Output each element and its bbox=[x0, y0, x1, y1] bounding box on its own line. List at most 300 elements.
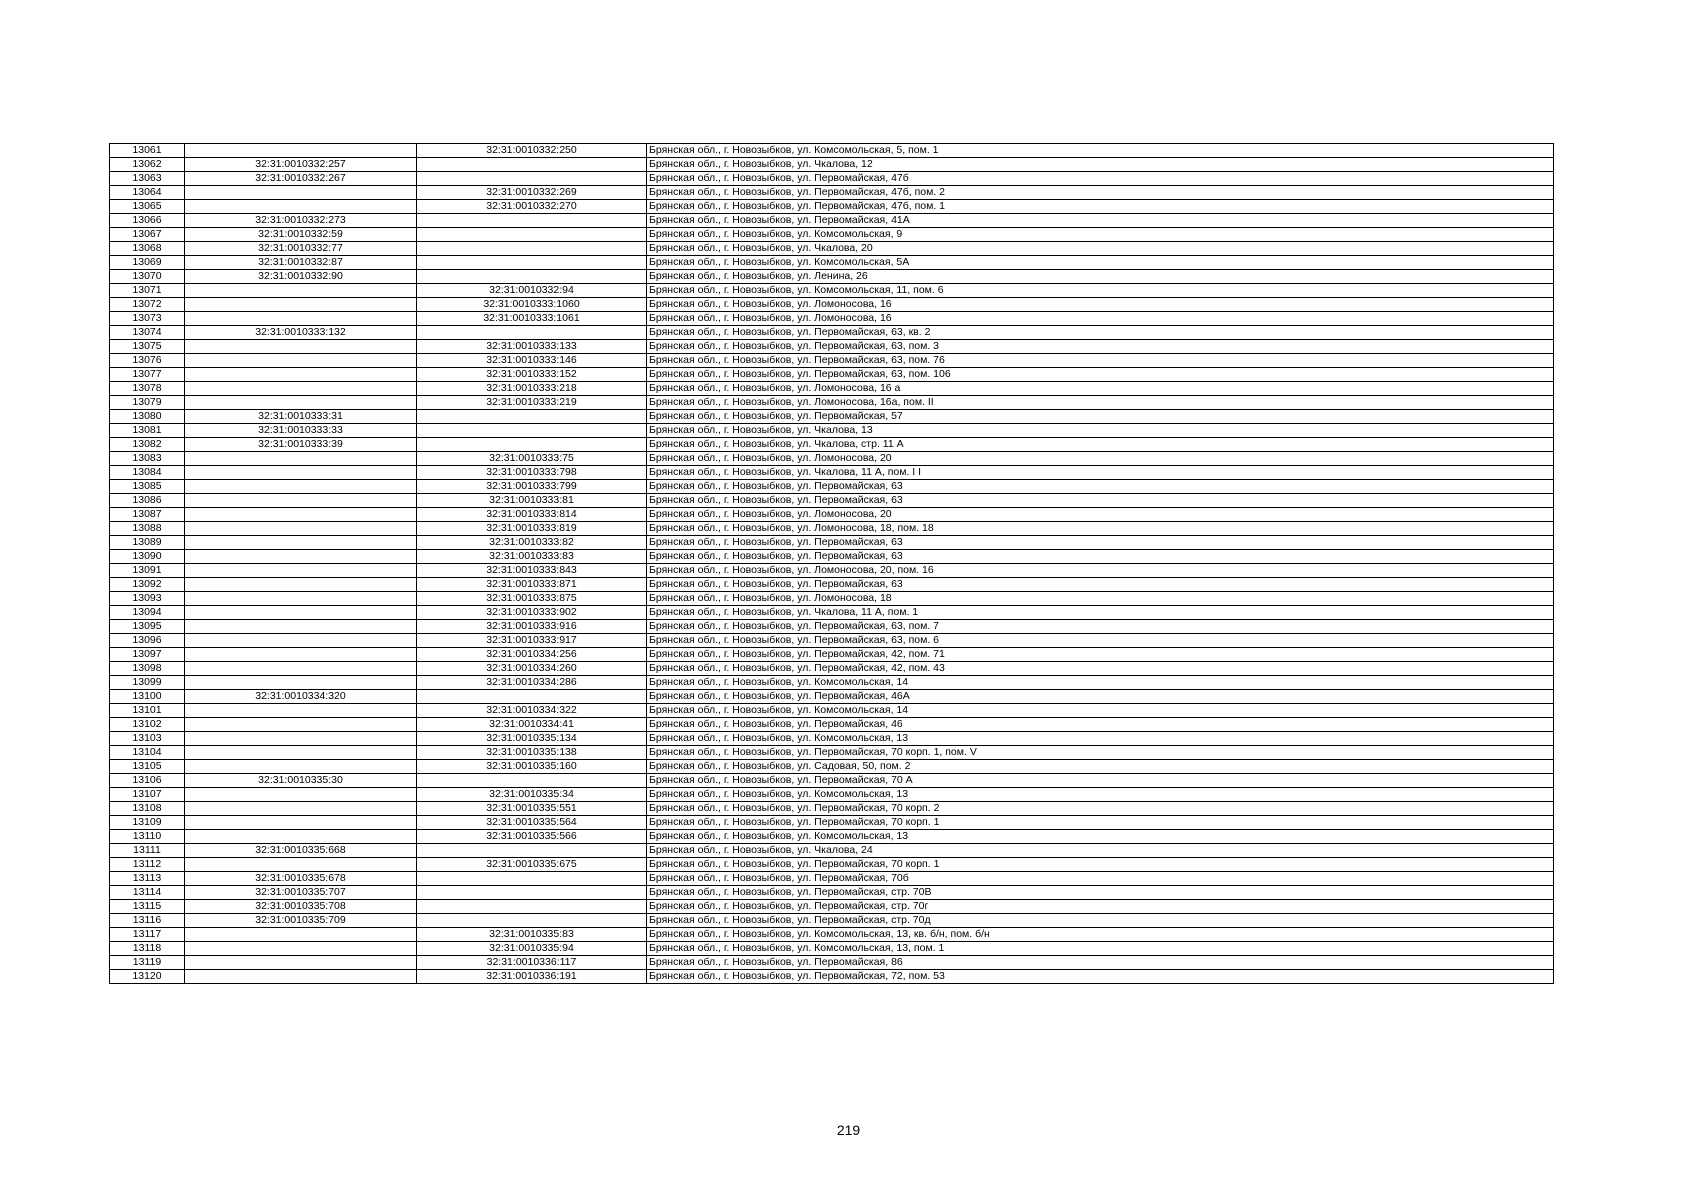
table-row bbox=[110, 844, 1554, 858]
table-row bbox=[110, 704, 1554, 718]
address-cell: Брянская обл., г. Новозыбков, ул. Первомайская, стр. 70д bbox=[647, 914, 1554, 928]
cadastral-number-cell: 32:31:0010332:267 bbox=[185, 172, 417, 186]
premises-cadastral-number-cell: 32:31:0010332:94 bbox=[417, 284, 647, 298]
cadastral-number-cell: 32:31:0010332:59 bbox=[185, 228, 417, 242]
table-row bbox=[110, 214, 1554, 228]
table-row bbox=[110, 830, 1554, 844]
table-row bbox=[110, 508, 1554, 522]
cadastral-number-cell bbox=[185, 312, 417, 326]
premises-cadastral-number-cell bbox=[417, 214, 647, 228]
table-row bbox=[110, 522, 1554, 536]
address-cell: Брянская обл., г. Новозыбков, ул. Комсомольская, 13 bbox=[647, 788, 1554, 802]
row-number-cell: 13105 bbox=[110, 760, 185, 774]
table-row bbox=[110, 368, 1554, 382]
premises-cadastral-number-cell: 32:31:0010335:160 bbox=[417, 760, 647, 774]
cadastral-number-cell bbox=[185, 704, 417, 718]
cadastral-number-cell bbox=[185, 970, 417, 984]
premises-cadastral-number-cell bbox=[417, 690, 647, 704]
premises-cadastral-number-cell: 32:31:0010332:269 bbox=[417, 186, 647, 200]
premises-cadastral-number-cell: 32:31:0010333:81 bbox=[417, 494, 647, 508]
table-row bbox=[110, 816, 1554, 830]
cadastral-number-cell bbox=[185, 480, 417, 494]
cadastral-number-cell bbox=[185, 368, 417, 382]
cadastral-number-cell: 32:31:0010335:678 bbox=[185, 872, 417, 886]
row-number-cell: 13091 bbox=[110, 564, 185, 578]
cadastral-number-cell bbox=[185, 816, 417, 830]
cadastral-number-cell: 32:31:0010332:77 bbox=[185, 242, 417, 256]
cadastral-number-cell bbox=[185, 956, 417, 970]
row-number-cell: 13108 bbox=[110, 802, 185, 816]
premises-cadastral-number-cell: 32:31:0010334:256 bbox=[417, 648, 647, 662]
premises-cadastral-number-cell: 32:31:0010333:871 bbox=[417, 578, 647, 592]
row-number-cell: 13069 bbox=[110, 256, 185, 270]
row-number-cell: 13115 bbox=[110, 900, 185, 914]
address-cell: Брянская обл., г. Новозыбков, ул. Комсомольская, 13 bbox=[647, 830, 1554, 844]
address-cell: Брянская обл., г. Новозыбков, ул. Ломоносова, 16 bbox=[647, 298, 1554, 312]
row-number-cell: 13071 bbox=[110, 284, 185, 298]
row-number-cell: 13093 bbox=[110, 592, 185, 606]
premises-cadastral-number-cell bbox=[417, 410, 647, 424]
table-row bbox=[110, 424, 1554, 438]
address-cell: Брянская обл., г. Новозыбков, ул. Первомайская, 63 bbox=[647, 578, 1554, 592]
row-number-cell: 13099 bbox=[110, 676, 185, 690]
row-number-cell: 13085 bbox=[110, 480, 185, 494]
table-row bbox=[110, 298, 1554, 312]
table-row bbox=[110, 438, 1554, 452]
cadastral-number-cell bbox=[185, 606, 417, 620]
table-row bbox=[110, 564, 1554, 578]
address-cell: Брянская обл., г. Новозыбков, ул. Чкалова, 20 bbox=[647, 242, 1554, 256]
cadastral-number-cell bbox=[185, 634, 417, 648]
table-row bbox=[110, 718, 1554, 732]
row-number-cell: 13063 bbox=[110, 172, 185, 186]
row-number-cell: 13070 bbox=[110, 270, 185, 284]
address-cell: Брянская обл., г. Новозыбков, ул. Первомайская, 47б bbox=[647, 172, 1554, 186]
table-row bbox=[110, 634, 1554, 648]
table-row bbox=[110, 942, 1554, 956]
table-row bbox=[110, 396, 1554, 410]
premises-cadastral-number-cell: 32:31:0010335:134 bbox=[417, 732, 647, 746]
address-cell: Брянская обл., г. Новозыбков, ул. Ломоносова, 20 bbox=[647, 452, 1554, 466]
premises-cadastral-number-cell bbox=[417, 326, 647, 340]
cadastral-number-cell bbox=[185, 676, 417, 690]
row-number-cell: 13061 bbox=[110, 144, 185, 158]
table-row bbox=[110, 858, 1554, 872]
address-cell: Брянская обл., г. Новозыбков, ул. Первомайская, 70 А bbox=[647, 774, 1554, 788]
table-row bbox=[110, 662, 1554, 676]
row-number-cell: 13095 bbox=[110, 620, 185, 634]
cadastral-number-cell bbox=[185, 550, 417, 564]
row-number-cell: 13078 bbox=[110, 382, 185, 396]
row-number-cell: 13090 bbox=[110, 550, 185, 564]
cadastral-number-cell bbox=[185, 466, 417, 480]
table-row bbox=[110, 466, 1554, 480]
cadastral-number-cell: 32:31:0010333:31 bbox=[185, 410, 417, 424]
table-row bbox=[110, 690, 1554, 704]
table-row bbox=[110, 928, 1554, 942]
address-cell: Брянская обл., г. Новозыбков, ул. Комсомольская, 13, пом. 1 bbox=[647, 942, 1554, 956]
row-number-cell: 13106 bbox=[110, 774, 185, 788]
cadastral-number-cell bbox=[185, 354, 417, 368]
premises-cadastral-number-cell: 32:31:0010334:41 bbox=[417, 718, 647, 732]
table-row bbox=[110, 620, 1554, 634]
table-row bbox=[110, 312, 1554, 326]
row-number-cell: 13086 bbox=[110, 494, 185, 508]
address-cell: Брянская обл., г. Новозыбков, ул. Ломоносова, 18, пом. 18 bbox=[647, 522, 1554, 536]
premises-cadastral-number-cell bbox=[417, 228, 647, 242]
address-cell: Брянская обл., г. Новозыбков, ул. Комсомольская, 13 bbox=[647, 732, 1554, 746]
address-cell: Брянская обл., г. Новозыбков, ул. Ломоносова, 16 bbox=[647, 312, 1554, 326]
premises-cadastral-number-cell: 32:31:0010333:814 bbox=[417, 508, 647, 522]
cadastral-number-cell bbox=[185, 452, 417, 466]
table-row bbox=[110, 970, 1554, 984]
premises-cadastral-number-cell: 32:31:0010335:551 bbox=[417, 802, 647, 816]
row-number-cell: 13065 bbox=[110, 200, 185, 214]
premises-cadastral-number-cell: 32:31:0010333:1061 bbox=[417, 312, 647, 326]
row-number-cell: 13113 bbox=[110, 872, 185, 886]
table-row bbox=[110, 200, 1554, 214]
row-number-cell: 13111 bbox=[110, 844, 185, 858]
premises-cadastral-number-cell: 32:31:0010333:843 bbox=[417, 564, 647, 578]
address-cell: Брянская обл., г. Новозыбков, ул. Первомайская, 41А bbox=[647, 214, 1554, 228]
premises-cadastral-number-cell: 32:31:0010333:798 bbox=[417, 466, 647, 480]
premises-cadastral-number-cell bbox=[417, 438, 647, 452]
cadastral-number-cell: 32:31:0010332:257 bbox=[185, 158, 417, 172]
row-number-cell: 13062 bbox=[110, 158, 185, 172]
cadastral-number-cell: 32:31:0010332:87 bbox=[185, 256, 417, 270]
cadastral-number-cell bbox=[185, 284, 417, 298]
premises-cadastral-number-cell: 32:31:0010333:75 bbox=[417, 452, 647, 466]
row-number-cell: 13068 bbox=[110, 242, 185, 256]
cadastral-number-cell bbox=[185, 186, 417, 200]
table-row bbox=[110, 256, 1554, 270]
row-number-cell: 13104 bbox=[110, 746, 185, 760]
row-number-cell: 13098 bbox=[110, 662, 185, 676]
row-number-cell: 13119 bbox=[110, 956, 185, 970]
cadastral-number-cell: 32:31:0010333:132 bbox=[185, 326, 417, 340]
address-cell: Брянская обл., г. Новозыбков, ул. Первомайская, 72, пом. 53 bbox=[647, 970, 1554, 984]
premises-cadastral-number-cell: 32:31:0010334:322 bbox=[417, 704, 647, 718]
premises-cadastral-number-cell: 32:31:0010333:799 bbox=[417, 480, 647, 494]
table-row bbox=[110, 382, 1554, 396]
cadastral-number-cell: 32:31:0010334:320 bbox=[185, 690, 417, 704]
row-number-cell: 13096 bbox=[110, 634, 185, 648]
premises-cadastral-number-cell: 32:31:0010333:916 bbox=[417, 620, 647, 634]
row-number-cell: 13087 bbox=[110, 508, 185, 522]
premises-cadastral-number-cell bbox=[417, 900, 647, 914]
row-number-cell: 13116 bbox=[110, 914, 185, 928]
cadastral-number-cell bbox=[185, 942, 417, 956]
premises-cadastral-number-cell bbox=[417, 886, 647, 900]
table-row bbox=[110, 410, 1554, 424]
cadastral-number-cell bbox=[185, 830, 417, 844]
cadastral-number-cell bbox=[185, 802, 417, 816]
cadastral-number-cell: 32:31:0010335:709 bbox=[185, 914, 417, 928]
row-number-cell: 13079 bbox=[110, 396, 185, 410]
address-cell: Брянская обл., г. Новозыбков, ул. Комсомольская, 14 bbox=[647, 676, 1554, 690]
address-cell: Брянская обл., г. Новозыбков, ул. Первомайская, стр. 70В bbox=[647, 886, 1554, 900]
address-cell: Брянская обл., г. Новозыбков, ул. Первомайская, 63, пом. 6 bbox=[647, 634, 1554, 648]
address-cell: Брянская обл., г. Новозыбков, ул. Первомайская, 70 корп. 1, пом. V bbox=[647, 746, 1554, 760]
table-row bbox=[110, 354, 1554, 368]
registry-table-body bbox=[110, 144, 1554, 984]
premises-cadastral-number-cell bbox=[417, 270, 647, 284]
cadastral-number-cell bbox=[185, 746, 417, 760]
cadastral-number-cell bbox=[185, 508, 417, 522]
address-cell: Брянская обл., г. Новозыбков, ул. Первомайская, 70б bbox=[647, 872, 1554, 886]
row-number-cell: 13117 bbox=[110, 928, 185, 942]
premises-cadastral-number-cell bbox=[417, 844, 647, 858]
premises-cadastral-number-cell: 32:31:0010333:902 bbox=[417, 606, 647, 620]
row-number-cell: 13100 bbox=[110, 690, 185, 704]
premises-cadastral-number-cell bbox=[417, 172, 647, 186]
cadastral-number-cell bbox=[185, 396, 417, 410]
premises-cadastral-number-cell: 32:31:0010333:219 bbox=[417, 396, 647, 410]
address-cell: Брянская обл., г. Новозыбков, ул. Комсомольская, 14 bbox=[647, 704, 1554, 718]
cadastral-number-cell bbox=[185, 788, 417, 802]
row-number-cell: 13075 bbox=[110, 340, 185, 354]
row-number-cell: 13074 bbox=[110, 326, 185, 340]
address-cell: Брянская обл., г. Новозыбков, ул. Чкалова, 13 bbox=[647, 424, 1554, 438]
address-cell: Брянская обл., г. Новозыбков, ул. Ломоносова, 18 bbox=[647, 592, 1554, 606]
premises-cadastral-number-cell: 32:31:0010335:675 bbox=[417, 858, 647, 872]
row-number-cell: 13072 bbox=[110, 298, 185, 312]
premises-cadastral-number-cell: 32:31:0010335:566 bbox=[417, 830, 647, 844]
table-row bbox=[110, 900, 1554, 914]
address-cell: Брянская обл., г. Новозыбков, ул. Чкалова, 11 А, пом. I I bbox=[647, 466, 1554, 480]
address-cell: Брянская обл., г. Новозыбков, ул. Первомайская, 86 bbox=[647, 956, 1554, 970]
cadastral-number-cell: 32:31:0010335:30 bbox=[185, 774, 417, 788]
table-row bbox=[110, 270, 1554, 284]
table-row bbox=[110, 914, 1554, 928]
table-row bbox=[110, 578, 1554, 592]
cadastral-number-cell bbox=[185, 522, 417, 536]
row-number-cell: 13088 bbox=[110, 522, 185, 536]
address-cell: Брянская обл., г. Новозыбков, ул. Первомайская, 42, пом. 71 bbox=[647, 648, 1554, 662]
row-number-cell: 13118 bbox=[110, 942, 185, 956]
row-number-cell: 13097 bbox=[110, 648, 185, 662]
table-row bbox=[110, 606, 1554, 620]
address-cell: Брянская обл., г. Новозыбков, ул. Первомайская, 70 корп. 1 bbox=[647, 858, 1554, 872]
premises-cadastral-number-cell: 32:31:0010335:34 bbox=[417, 788, 647, 802]
cadastral-number-cell bbox=[185, 662, 417, 676]
cadastral-number-cell: 32:31:0010335:668 bbox=[185, 844, 417, 858]
cadastral-number-cell bbox=[185, 340, 417, 354]
table-row bbox=[110, 172, 1554, 186]
premises-cadastral-number-cell bbox=[417, 872, 647, 886]
address-cell: Брянская обл., г. Новозыбков, ул. Первомайская, 63, пом. 7 bbox=[647, 620, 1554, 634]
row-number-cell: 13112 bbox=[110, 858, 185, 872]
address-cell: Брянская обл., г. Новозыбков, ул. Первомайская, 63 bbox=[647, 550, 1554, 564]
page-number: 219 bbox=[836, 1122, 861, 1138]
row-number-cell: 13081 bbox=[110, 424, 185, 438]
address-cell: Брянская обл., г. Новозыбков, ул. Первомайская, стр. 70г bbox=[647, 900, 1554, 914]
premises-cadastral-number-cell: 32:31:0010335:83 bbox=[417, 928, 647, 942]
row-number-cell: 13109 bbox=[110, 816, 185, 830]
address-cell: Брянская обл., г. Новозыбков, ул. Первомайская, 47б, пом. 1 bbox=[647, 200, 1554, 214]
table-row bbox=[110, 746, 1554, 760]
table-row bbox=[110, 592, 1554, 606]
row-number-cell: 13101 bbox=[110, 704, 185, 718]
address-cell: Брянская обл., г. Новозыбков, ул. Ломоносова, 20 bbox=[647, 508, 1554, 522]
row-number-cell: 13092 bbox=[110, 578, 185, 592]
address-cell: Брянская обл., г. Новозыбков, ул. Ломоносова, 20, пом. 16 bbox=[647, 564, 1554, 578]
address-cell: Брянская обл., г. Новозыбков, ул. Ломоносова, 16а, пом. II bbox=[647, 396, 1554, 410]
row-number-cell: 13067 bbox=[110, 228, 185, 242]
cadastral-number-cell bbox=[185, 732, 417, 746]
cadastral-number-cell bbox=[185, 760, 417, 774]
table-row bbox=[110, 144, 1554, 158]
cadastral-number-cell bbox=[185, 718, 417, 732]
table-row bbox=[110, 186, 1554, 200]
cadastral-number-cell bbox=[185, 298, 417, 312]
cadastral-number-cell bbox=[185, 928, 417, 942]
address-cell: Брянская обл., г. Новозыбков, ул. Чкалова, 24 bbox=[647, 844, 1554, 858]
premises-cadastral-number-cell bbox=[417, 424, 647, 438]
premises-cadastral-number-cell: 32:31:0010333:819 bbox=[417, 522, 647, 536]
premises-cadastral-number-cell bbox=[417, 158, 647, 172]
address-cell: Брянская обл., г. Новозыбков, ул. Чкалова, 11 А, пом. 1 bbox=[647, 606, 1554, 620]
row-number-cell: 13080 bbox=[110, 410, 185, 424]
cadastral-number-cell bbox=[185, 648, 417, 662]
cadastral-number-cell bbox=[185, 144, 417, 158]
row-number-cell: 13073 bbox=[110, 312, 185, 326]
address-cell: Брянская обл., г. Новозыбков, ул. Комсомольская, 5, пом. 1 bbox=[647, 144, 1554, 158]
table-row bbox=[110, 886, 1554, 900]
row-number-cell: 13107 bbox=[110, 788, 185, 802]
premises-cadastral-number-cell: 32:31:0010333:917 bbox=[417, 634, 647, 648]
premises-cadastral-number-cell: 32:31:0010333:218 bbox=[417, 382, 647, 396]
premises-cadastral-number-cell: 32:31:0010333:1060 bbox=[417, 298, 647, 312]
table-row bbox=[110, 494, 1554, 508]
premises-cadastral-number-cell: 32:31:0010333:875 bbox=[417, 592, 647, 606]
address-cell: Брянская обл., г. Новозыбков, ул. Чкалова, стр. 11 А bbox=[647, 438, 1554, 452]
premises-cadastral-number-cell: 32:31:0010332:270 bbox=[417, 200, 647, 214]
cadastral-number-cell bbox=[185, 620, 417, 634]
premises-cadastral-number-cell bbox=[417, 242, 647, 256]
premises-cadastral-number-cell bbox=[417, 256, 647, 270]
row-number-cell: 13103 bbox=[110, 732, 185, 746]
cadastral-number-cell bbox=[185, 382, 417, 396]
table-row bbox=[110, 340, 1554, 354]
address-cell: Брянская обл., г. Новозыбков, ул. Чкалова, 12 bbox=[647, 158, 1554, 172]
row-number-cell: 13114 bbox=[110, 886, 185, 900]
premises-cadastral-number-cell: 32:31:0010333:146 bbox=[417, 354, 647, 368]
table-row bbox=[110, 732, 1554, 746]
table-row bbox=[110, 452, 1554, 466]
address-cell: Брянская обл., г. Новозыбков, ул. Первомайская, 63, пом. 3 bbox=[647, 340, 1554, 354]
table-row bbox=[110, 676, 1554, 690]
premises-cadastral-number-cell: 32:31:0010335:138 bbox=[417, 746, 647, 760]
row-number-cell: 13077 bbox=[110, 368, 185, 382]
cadastral-number-cell bbox=[185, 564, 417, 578]
table-row bbox=[110, 802, 1554, 816]
address-cell: Брянская обл., г. Новозыбков, ул. Первомайская, 47б, пом. 2 bbox=[647, 186, 1554, 200]
cadastral-number-cell: 32:31:0010335:707 bbox=[185, 886, 417, 900]
premises-cadastral-number-cell: 32:31:0010333:133 bbox=[417, 340, 647, 354]
table-row bbox=[110, 760, 1554, 774]
row-number-cell: 13102 bbox=[110, 718, 185, 732]
cadastral-number-cell bbox=[185, 858, 417, 872]
cadastral-number-cell: 32:31:0010333:33 bbox=[185, 424, 417, 438]
premises-cadastral-number-cell: 32:31:0010335:94 bbox=[417, 942, 647, 956]
address-cell: Брянская обл., г. Новозыбков, ул. Первомайская, 46А bbox=[647, 690, 1554, 704]
premises-cadastral-number-cell: 32:31:0010332:250 bbox=[417, 144, 647, 158]
table-row bbox=[110, 788, 1554, 802]
premises-cadastral-number-cell: 32:31:0010333:83 bbox=[417, 550, 647, 564]
cadastral-number-cell: 32:31:0010333:39 bbox=[185, 438, 417, 452]
address-cell: Брянская обл., г. Новозыбков, ул. Комсомольская, 9 bbox=[647, 228, 1554, 242]
premises-cadastral-number-cell: 32:31:0010336:117 bbox=[417, 956, 647, 970]
table-row bbox=[110, 158, 1554, 172]
table-row bbox=[110, 326, 1554, 340]
row-number-cell: 13083 bbox=[110, 452, 185, 466]
address-cell: Брянская обл., г. Новозыбков, ул. Комсомольская, 5А bbox=[647, 256, 1554, 270]
address-cell: Брянская обл., г. Новозыбков, ул. Комсомольская, 13, кв. б/н, пом. б/н bbox=[647, 928, 1554, 942]
address-cell: Брянская обл., г. Новозыбков, ул. Первомайская, 42, пом. 43 bbox=[647, 662, 1554, 676]
table-row bbox=[110, 956, 1554, 970]
address-cell: Брянская обл., г. Новозыбков, ул. Ломоносова, 16 а bbox=[647, 382, 1554, 396]
table-row bbox=[110, 284, 1554, 298]
address-cell: Брянская обл., г. Новозыбков, ул. Первомайская, 46 bbox=[647, 718, 1554, 732]
address-cell: Брянская обл., г. Новозыбков, ул. Первомайская, 57 bbox=[647, 410, 1554, 424]
row-number-cell: 13076 bbox=[110, 354, 185, 368]
cadastral-number-cell bbox=[185, 592, 417, 606]
premises-cadastral-number-cell bbox=[417, 914, 647, 928]
row-number-cell: 13064 bbox=[110, 186, 185, 200]
table-row bbox=[110, 536, 1554, 550]
cadastral-number-cell: 32:31:0010332:90 bbox=[185, 270, 417, 284]
address-cell: Брянская обл., г. Новозыбков, ул. Первомайская, 63, пом. 106 bbox=[647, 368, 1554, 382]
premises-cadastral-number-cell: 32:31:0010333:152 bbox=[417, 368, 647, 382]
cadastral-number-cell bbox=[185, 494, 417, 508]
address-cell: Брянская обл., г. Новозыбков, ул. Первомайская, 63, кв. 2 bbox=[647, 326, 1554, 340]
row-number-cell: 13110 bbox=[110, 830, 185, 844]
cadastral-number-cell bbox=[185, 578, 417, 592]
table-row bbox=[110, 550, 1554, 564]
address-cell: Брянская обл., г. Новозыбков, ул. Комсомольская, 11, пом. 6 bbox=[647, 284, 1554, 298]
row-number-cell: 13082 bbox=[110, 438, 185, 452]
address-cell: Брянская обл., г. Новозыбков, ул. Первомайская, 70 корп. 1 bbox=[647, 816, 1554, 830]
address-cell: Брянская обл., г. Новозыбков, ул. Первомайская, 70 корп. 2 bbox=[647, 802, 1554, 816]
cadastral-number-cell: 32:31:0010335:708 bbox=[185, 900, 417, 914]
address-cell: Брянская обл., г. Новозыбков, ул. Ленина, 26 bbox=[647, 270, 1554, 284]
cadastral-number-cell bbox=[185, 200, 417, 214]
cadastral-number-cell: 32:31:0010332:273 bbox=[185, 214, 417, 228]
address-cell: Брянская обл., г. Новозыбков, ул. Садовая, 50, пом. 2 bbox=[647, 760, 1554, 774]
table-row bbox=[110, 774, 1554, 788]
premises-cadastral-number-cell: 32:31:0010334:286 bbox=[417, 676, 647, 690]
premises-cadastral-number-cell: 32:31:0010335:564 bbox=[417, 816, 647, 830]
premises-cadastral-number-cell: 32:31:0010336:191 bbox=[417, 970, 647, 984]
premises-cadastral-number-cell: 32:31:0010333:82 bbox=[417, 536, 647, 550]
address-cell: Брянская обл., г. Новозыбков, ул. Первомайская, 63, пом. 76 bbox=[647, 354, 1554, 368]
premises-cadastral-number-cell bbox=[417, 774, 647, 788]
cadastral-registry-table bbox=[109, 143, 1554, 984]
table-row bbox=[110, 872, 1554, 886]
row-number-cell: 13066 bbox=[110, 214, 185, 228]
table-row bbox=[110, 648, 1554, 662]
row-number-cell: 13084 bbox=[110, 466, 185, 480]
row-number-cell: 13089 bbox=[110, 536, 185, 550]
table-row bbox=[110, 480, 1554, 494]
address-cell: Брянская обл., г. Новозыбков, ул. Первомайская, 63 bbox=[647, 494, 1554, 508]
address-cell: Брянская обл., г. Новозыбков, ул. Первомайская, 63 bbox=[647, 480, 1554, 494]
address-cell: Брянская обл., г. Новозыбков, ул. Первомайская, 63 bbox=[647, 536, 1554, 550]
row-number-cell: 13094 bbox=[110, 606, 185, 620]
cadastral-number-cell bbox=[185, 536, 417, 550]
premises-cadastral-number-cell: 32:31:0010334:260 bbox=[417, 662, 647, 676]
